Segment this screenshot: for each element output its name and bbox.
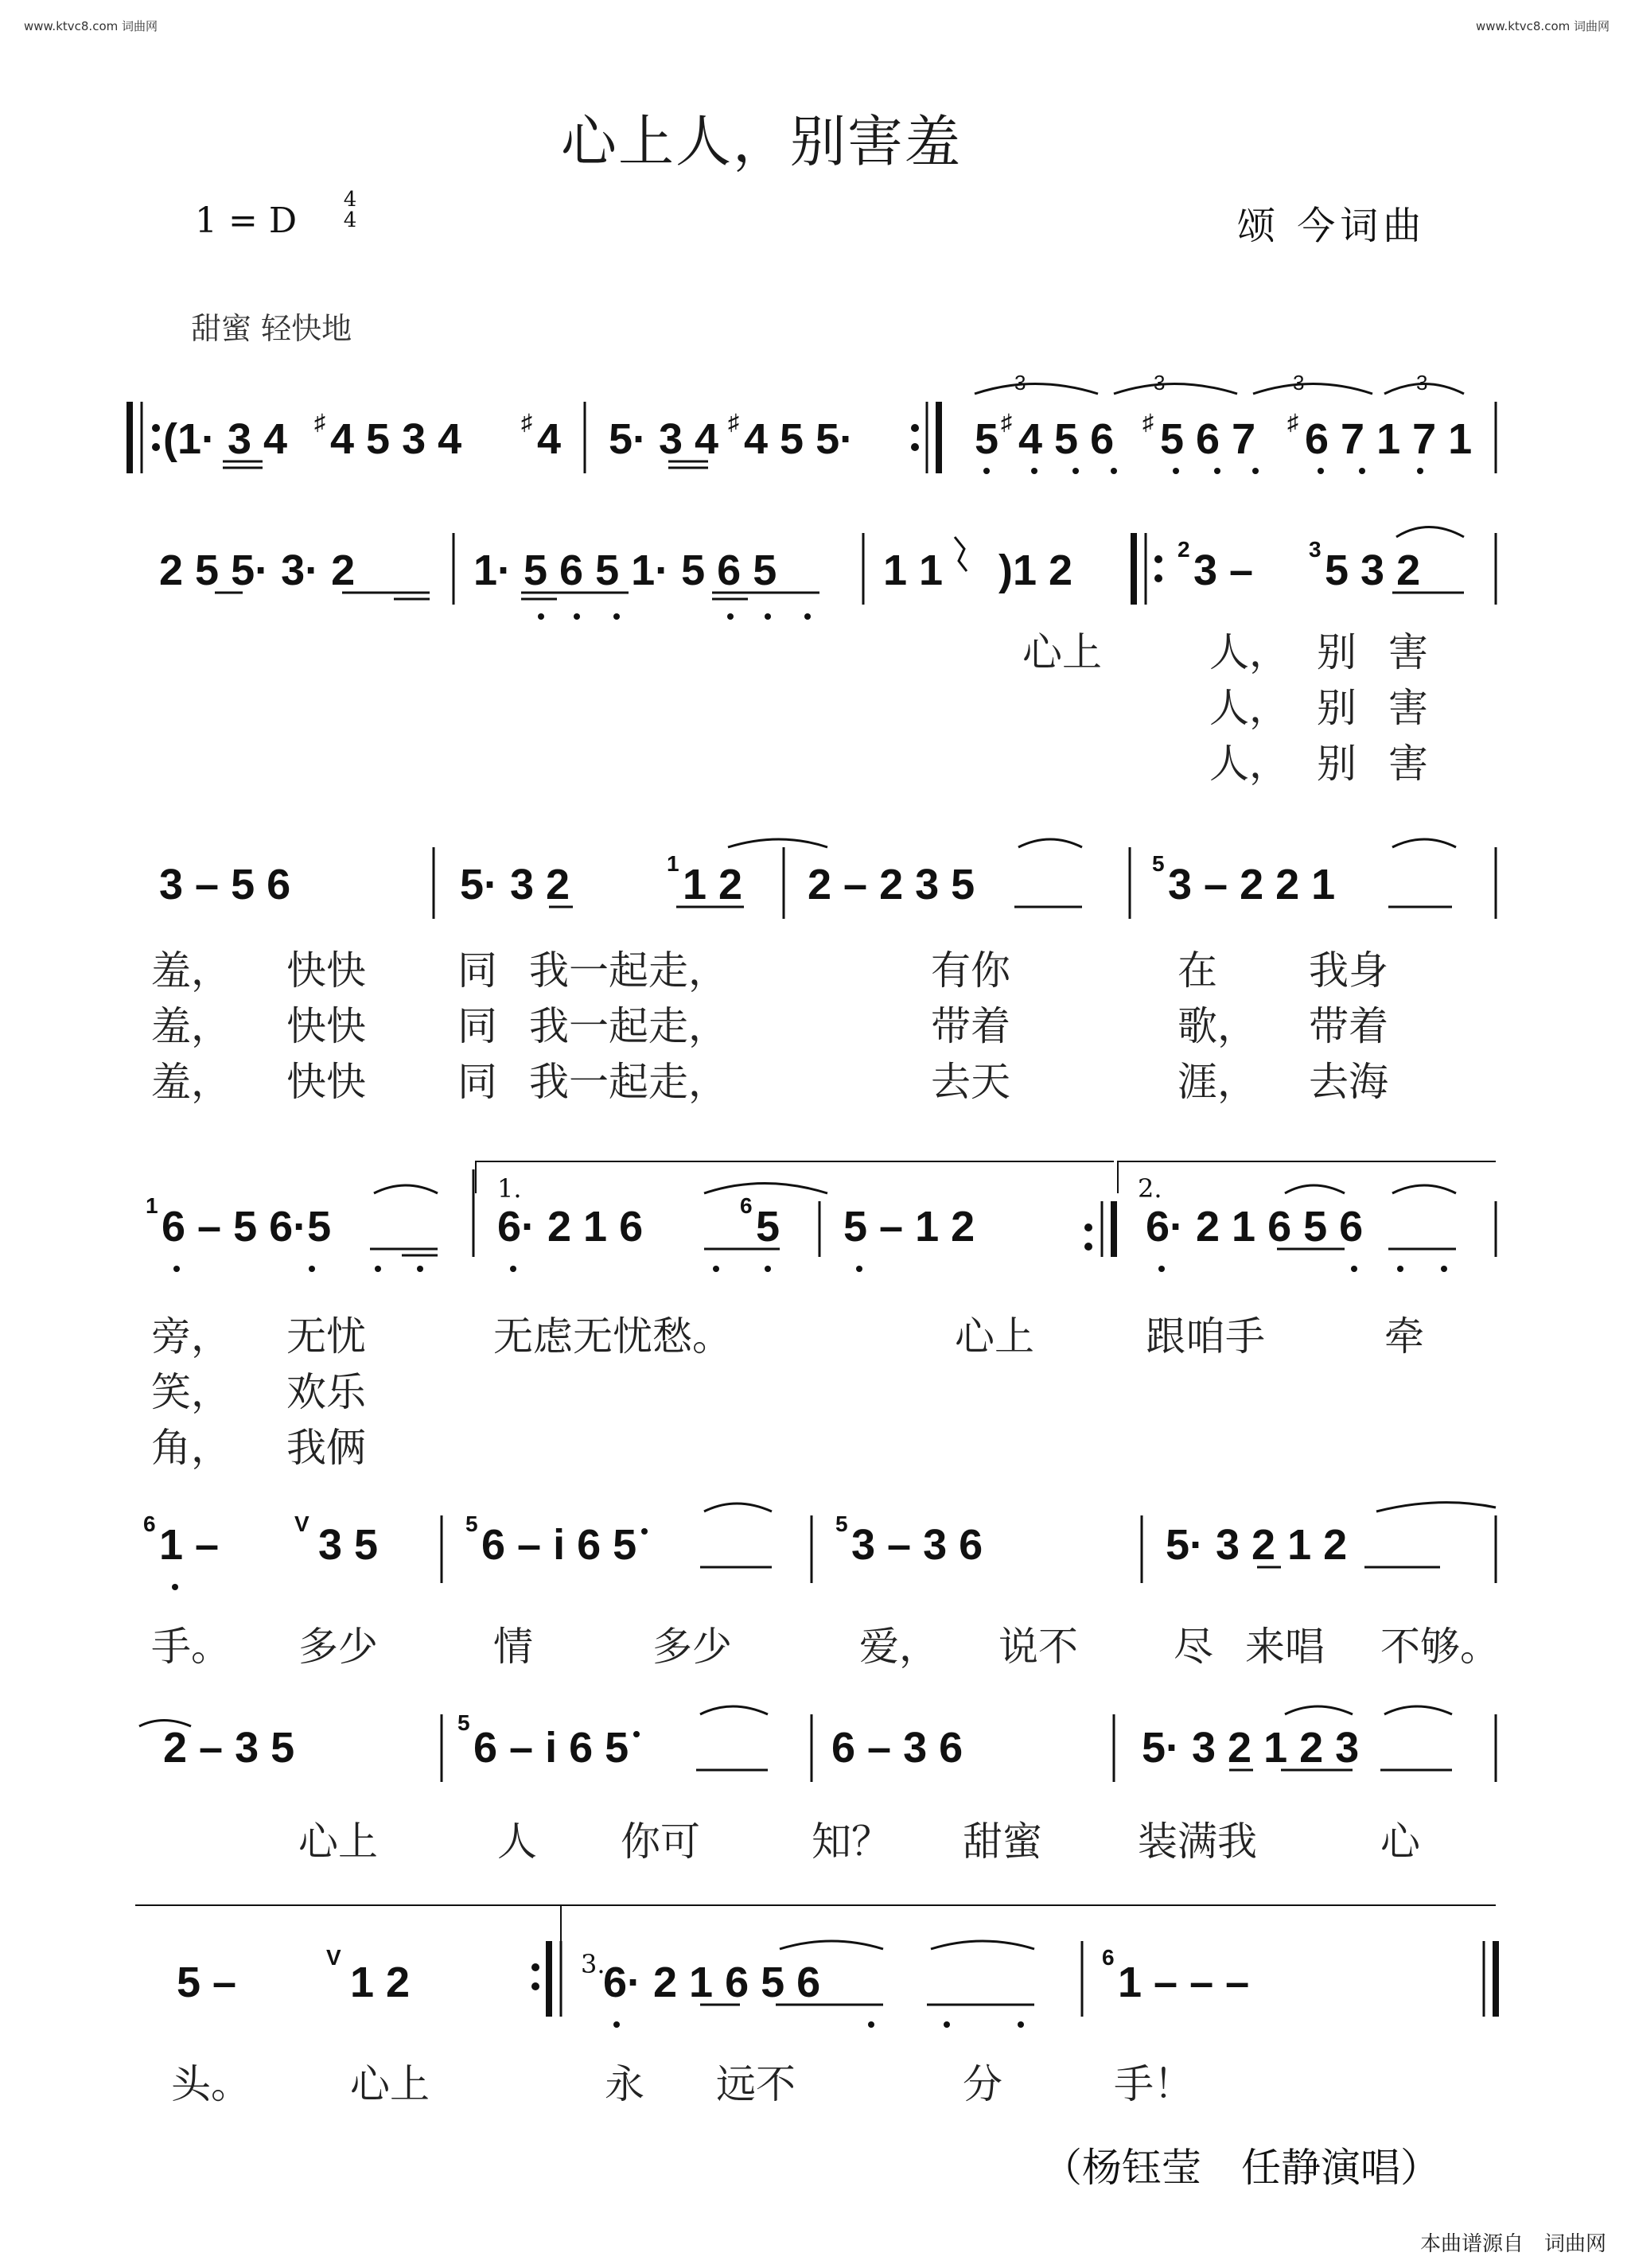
svg-text:1: 1 [667, 851, 679, 876]
performer-credit: （杨钰莹 任静演唱） [1042, 2145, 1440, 2191]
composer-credit: 颂 今词曲 [1237, 204, 1427, 248]
svg-text:3 – 2 2 1: 3 – 2 2 1 [1168, 861, 1336, 908]
lyric-l2-2: 人， [1209, 629, 1289, 675]
svg-text:3 5: 3 5 [318, 1521, 379, 1569]
svg-text:4 5 5·: 4 5 5· [744, 415, 854, 463]
lyric-l4v1-4: 心上 [955, 1313, 1034, 1360]
svg-text:5: 5 [465, 1511, 478, 1536]
svg-text:3: 3 [1293, 371, 1305, 395]
lyric-l6-1: 心上 [298, 1819, 378, 1865]
lyric-l3v2-6: 歌， [1178, 1003, 1257, 1049]
lyric-l6-7: 心 [1380, 1819, 1420, 1865]
lyric-l3v2-1: 羞， [151, 1003, 231, 1049]
lyric-l5-4: 多少 [652, 1624, 732, 1670]
meter-top: 4 [343, 188, 357, 212]
svg-text:V: V [326, 1945, 341, 1970]
lyric-l4v2-2: 欢乐 [286, 1369, 366, 1415]
svg-text:5: 5 [1152, 851, 1165, 876]
svg-text:1: 1 [146, 1193, 158, 1218]
lyric-l2-4: 害 [1388, 629, 1428, 675]
lyric-l6-2: 人 [497, 1819, 537, 1865]
notation-line-6 [139, 1706, 1452, 1772]
svg-text:5· 3 4: 5· 3 4 [609, 415, 719, 463]
lyric-l3v2-3: 同 [457, 1003, 497, 1049]
lyric-l3v3-2: 快快 [286, 1059, 366, 1105]
svg-text:6 7 1 7 1: 6 7 1 7 1 [1305, 415, 1473, 463]
svg-text:2: 2 [1178, 537, 1190, 562]
svg-text:♯: ♯ [521, 410, 532, 434]
svg-text:5· 3 2: 5· 3 2 [460, 861, 570, 908]
lyric-l3v1-4: 我一起走， [529, 947, 728, 994]
svg-text:1 2: 1 2 [683, 861, 743, 908]
lyric-l5-2: 多少 [298, 1624, 378, 1670]
lyric-l5-5: 爱， [859, 1624, 939, 1670]
svg-text:1 2: 1 2 [350, 1959, 411, 2006]
svg-text:2.: 2. [1138, 1173, 1162, 1204]
lyric-l4v2-1: 笑， [151, 1369, 231, 1415]
lyric-l6-4: 知？ [812, 1819, 891, 1865]
svg-text:3.: 3. [581, 1949, 605, 1979]
svg-text:3 –: 3 – [1193, 547, 1254, 594]
svg-text:5 – 1 2: 5 – 1 2 [843, 1203, 975, 1251]
lyric-l3v1-6: 在 [1178, 947, 1217, 994]
svg-text:6: 6 [1102, 1945, 1115, 1970]
lyric-l2-3: 别 [1317, 629, 1357, 675]
svg-text:5: 5 [835, 1511, 848, 1536]
lyric-l4v1-1: 旁， [151, 1313, 231, 1360]
lyric-l5-6: 说不 [998, 1624, 1078, 1670]
svg-text:1 –: 1 – [159, 1521, 220, 1569]
lyric-l3v3-6: 涯， [1178, 1059, 1257, 1105]
lyric-l4v3-2: 我俩 [286, 1425, 366, 1471]
tempo-marking: 甜蜜 轻快地 [191, 311, 352, 346]
svg-text:V: V [294, 1511, 309, 1536]
svg-text:4: 4 [537, 415, 562, 463]
svg-text:5· 3 2 1 2: 5· 3 2 1 2 [1166, 1521, 1348, 1569]
notation-line-4 [146, 1173, 1456, 1272]
lyric-l2c-1: 人， [1209, 741, 1289, 787]
svg-text:2 – 3 5: 2 – 3 5 [163, 1724, 295, 1772]
svg-text:6 – i 6 5: 6 – i 6 5 [481, 1521, 637, 1569]
lyric-l6-6: 装满我 [1138, 1819, 1257, 1865]
lyric-l7-2: 心上 [350, 2061, 430, 2107]
lyric-l5-9: 不够。 [1380, 1624, 1500, 1670]
lyric-l3v1-1: 羞， [151, 947, 231, 994]
lyric-l6-5: 甜蜜 [963, 1819, 1042, 1865]
lyric-l3v2-4: 我一起走， [529, 1003, 728, 1049]
svg-text:♯: ♯ [1142, 410, 1154, 434]
svg-text:5· 3 2 1 2 3: 5· 3 2 1 2 3 [1142, 1724, 1360, 1772]
lyric-l5-1: 手。 [151, 1624, 231, 1670]
lyric-l2-1: 心上 [1022, 629, 1102, 675]
lyric-l2b-1: 人， [1209, 685, 1289, 731]
svg-text:6: 6 [740, 1193, 753, 1218]
svg-text:5: 5 [975, 415, 999, 463]
lyric-l4v1-2: 无忧 [286, 1313, 366, 1360]
lyric-l3v1-5: 有你 [931, 947, 1010, 994]
lyric-l2c-2: 别 [1317, 741, 1357, 787]
lyric-l7-3: 永 [605, 2061, 644, 2107]
lyric-l2b-2: 别 [1317, 685, 1357, 731]
watermark-right: www.ktvc8.com 词曲网 [1476, 19, 1610, 33]
svg-text:6 – 3 6: 6 – 3 6 [831, 1724, 963, 1772]
footer-source: 本曲谱源自 词曲网 [1420, 2232, 1607, 2256]
lyric-l4v1-6: 牵 [1384, 1313, 1424, 1360]
svg-text:(1· 3 4: (1· 3 4 [163, 415, 288, 463]
svg-text:6 – i 6 5: 6 – i 6 5 [473, 1724, 629, 1772]
lyric-l4v3-1: 角， [151, 1425, 231, 1471]
svg-text:5 –: 5 – [177, 1959, 237, 2006]
svg-text:3: 3 [1416, 371, 1428, 395]
lyric-l3v3-7: 去海 [1309, 1059, 1388, 1105]
notation-line-3 [159, 839, 1456, 908]
notation-line-1 [163, 371, 1472, 474]
lyric-l7-1: 头。 [171, 2061, 251, 2107]
lyric-l3v3-5: 去天 [931, 1059, 1010, 1105]
lyric-l5-7: 尽 [1174, 1624, 1213, 1670]
lyric-l5-8: 来唱 [1245, 1624, 1325, 1670]
notation-line-7 [177, 1941, 1249, 2028]
svg-text:6 – 5 6·5: 6 – 5 6·5 [162, 1203, 332, 1251]
key-signature: 1 = D [195, 200, 298, 241]
lyric-l4v1-5: 跟咱手 [1146, 1313, 1265, 1360]
lyric-l3v3-3: 同 [457, 1059, 497, 1105]
svg-text:)1 2: )1 2 [998, 547, 1073, 594]
svg-text:4 5 6: 4 5 6 [1018, 415, 1115, 463]
svg-text:5: 5 [457, 1710, 470, 1735]
svg-text:6· 2 1 6: 6· 2 1 6 [497, 1203, 644, 1251]
lyric-l7-6: 手！ [1114, 2061, 1193, 2107]
svg-text:4 5 3 4: 4 5 3 4 [330, 415, 462, 463]
song-title: 心上人，别害羞 [561, 109, 962, 174]
lyric-l3v1-2: 快快 [286, 947, 366, 994]
svg-text:3 – 5 6: 3 – 5 6 [159, 861, 291, 908]
svg-text:5: 5 [756, 1203, 780, 1251]
svg-text:1.: 1. [497, 1173, 522, 1204]
svg-text:1 1: 1 1 [883, 547, 944, 594]
lyric-l3v2-5: 带着 [931, 1003, 1010, 1049]
lyric-l7-5: 分 [963, 2061, 1002, 2107]
svg-text:6: 6 [143, 1511, 156, 1536]
svg-text:6· 2 1 6 5 6: 6· 2 1 6 5 6 [1146, 1203, 1364, 1251]
svg-text:3: 3 [1014, 371, 1026, 395]
lyric-l6-3: 你可 [621, 1819, 700, 1865]
svg-text:5 3 2: 5 3 2 [1325, 547, 1421, 594]
svg-text:3: 3 [1309, 537, 1322, 562]
lyric-l3v2-2: 快快 [286, 1003, 366, 1049]
lyric-l3v3-4: 我一起走， [529, 1059, 728, 1105]
svg-text:♯: ♯ [314, 410, 325, 434]
svg-text:3: 3 [1154, 371, 1166, 395]
lyric-l2c-3: 害 [1388, 741, 1428, 787]
svg-text:2 5 5· 3· 2: 2 5 5· 3· 2 [159, 547, 356, 594]
svg-text:1 – – –: 1 – – – [1118, 1959, 1250, 2006]
svg-text:5 6 7: 5 6 7 [1160, 415, 1256, 463]
svg-text:3 – 3 6: 3 – 3 6 [851, 1521, 983, 1569]
svg-text:♯: ♯ [1001, 410, 1012, 434]
watermark-left: www.ktvc8.com 词曲网 [24, 19, 158, 33]
svg-text:♯: ♯ [1287, 410, 1298, 434]
lyric-l5-3: 情 [493, 1624, 533, 1670]
meter-bottom: 4 [343, 208, 357, 232]
lyric-l7-4: 远不 [716, 2061, 796, 2107]
notation-line-2 [159, 527, 1464, 620]
lyric-l3v3-1: 羞， [151, 1059, 231, 1105]
svg-text:2 – 2 3 5: 2 – 2 3 5 [808, 861, 975, 908]
lyric-l2b-3: 害 [1388, 685, 1428, 731]
notation-line-5 [143, 1503, 1496, 1590]
lyric-l3v2-7: 带着 [1309, 1003, 1388, 1049]
svg-text:1· 5 6 5 1· 5 6 5: 1· 5 6 5 1· 5 6 5 [473, 547, 777, 594]
lyric-l3v1-3: 同 [457, 947, 497, 994]
lyric-l4v1-3: 无虑无忧愁。 [493, 1313, 732, 1360]
svg-text:6· 2 1 6 5 6: 6· 2 1 6 5 6 [603, 1959, 821, 2006]
svg-text:♯: ♯ [728, 410, 739, 434]
lyric-l3v1-7: 我身 [1309, 947, 1388, 994]
